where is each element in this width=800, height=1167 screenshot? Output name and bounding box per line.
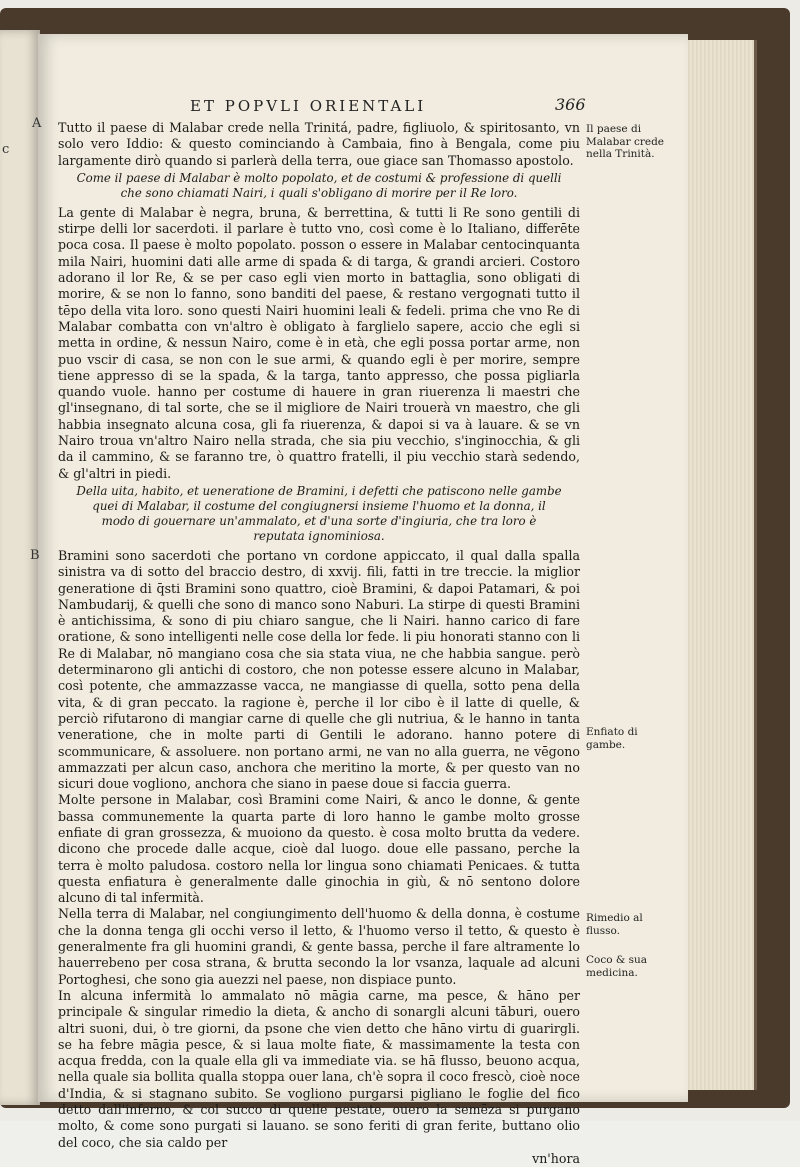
catchword: vn'hora [532, 1150, 580, 1166]
margin-note: Coco & sua medicina. [586, 954, 647, 979]
paragraph: Bramini sono sacerdoti che portano vn cordone appiccato, il qual dalla spalla sinistra va di sotto del braccio destro, di xxvij. fili, fatti in tre treccie. la miglior generatione di q̄sti Bramini sono quattro, cioè Bramini, & dapoi Patamari, & poi Nambudarij, & quelli che sono di manco sono Naburi. La stirpe di questi Bramini è antichissima, & sono di piu chiaro sangue, che li Nairi. hanno carico di fare oratione, & sono intelligenti nelle cose della lor fede. li piu honorati stanno con li Re di Malabar, nō mangiano cosa che sia stata viua, ne che habbia sangue. però determinarono gli antichi di costoro, che non potesse essere alcuno in Malabar, così potente, che ammazzasse vacca, ne mangiasse di quella, sotto pena della vita, & di gran peccato. la ragione è, perche il lor cibo è il latte di quelle, & perciò rifutarono di mangiar carne di quelle che gli nutriua, & le hanno in tanta veneratione, che in molte parti di Gentili le adorano. hanno potere di scommunicare, & assoluere. non portano armi, ne van no alla guerra, ne vēgono ammazzati per alcun caso, anchora che meritino la morte, & per questo van no sicuri doue vogliono, anchora che siano in paese doue si faccia guerra. [58, 547, 580, 792]
paragraph: Nella terra di Malabar, nel congiungimento dell'huomo & della donna, è costume che la donna tenga gli occhi verso il letto, & l'huomo verso il tetto, & questo è generalmente fra gli huomini grandi, & gente bassa, perche il fare altramente lo hauerrebeno per cosa strana, & brutta secondo la lor vsanza, laquale ad alcuni Portoghesi, che sono gia auezzi nel paese, non dispiace punto. [58, 906, 580, 987]
page-edges [686, 40, 757, 1090]
section-heading: Della uita, habito, et ueneratione de Bramini, i defetti che patiscono nelle gambe quei di Malabar, il costume del congiugnersi insieme l'huomo et la donna, il modo di gouernare un'ammalato, et d'una sorte d'ingiuria, che tra loro è reputata ignominiosa. [76, 483, 562, 543]
section-heading: Come il paese di Malabar è molto popolato, et de costumi & professione di quelli che sono chiamati Nairi, i quali s'obligano di morire per il Re loro. [76, 170, 562, 200]
paragraph: Molte persone in Malabar, così Bramini come Nairi, & anco le donne, & gente bassa communemente la quarta parte di loro hanno le gambe molto grosse enfiate di gran grossezza, & muoiono da questo. è cosa molto brutta da vedere. dicono che procede dalle acque, cioè dal luogo. doue elle passano, perche la terra è molto paludosa. costoro nella lor lingua sono chiamati Penicaes. & tutta questa enfiatura è generalmente dalle ginochia in giù, & nō sentono dolore alcuno di tal infermità. [58, 792, 580, 906]
running-title: ET POPVLI ORIENTALI [190, 97, 427, 115]
margin-note: Il paese di Malabar crede nella Trinità. [586, 123, 665, 160]
page-body [58, 120, 580, 1167]
margin-note: Enfiato di gambe. [586, 726, 638, 751]
paragraph: In alcuna infermità lo ammalato nō māgia carne, ma pesce, & hāno per principale & singular rimedio la dieta, & ancho di sonargli alcuni tāburi, ouero altri suoni, dui, ò tre giorni, da psone che vien detto che hāno virtu di guarirgli. se ha febre māgia pesce, & si laua molte fiate, & massimamente la testa con acqua fredda, con la quale ella gli va immediate via. se hā flusso, beuono acqua, nella quale sia bollita qualla stoppa ouer lana, ch'è sopra il coco frescò, cioè noce d'India, & si stagnano subito. Se vogliono purgarsi pigliano le foglie del fico detto dall'inferno, & col succo di quelle pestate, ouero la semēza si purgano molto, & come sono purgati si lauano. se sono feriti di gran ferite, buttano olio del coco, che sia caldo per [58, 987, 580, 1150]
margin-note: Rimedio al flusso. [586, 912, 643, 937]
page-header [190, 97, 610, 119]
left-edge-letter: c [2, 142, 10, 157]
paragraph: Tutto il paese di Malabar crede nella Trinitá, padre, figliuolo, & spiritosanto, vn solo vero Iddio: & questo cominciando à Cambaia, fino à Bengala, come piu largamente dirò quando si parlerà della terra, oue giace san Thomasso apostolo. [58, 120, 580, 168]
page-number: 366 [555, 95, 586, 114]
left-page-edge [0, 30, 40, 1105]
margin-letter-b: B [30, 548, 40, 563]
margin-letter-a: A [32, 116, 42, 131]
paragraph: La gente di Malabar è negra, bruna, & berrettina, & tutti li Re sono gentili di stirpe delli lor sacerdoti. il parlare è tutto vno, così come è lo Italiano, differēte poca cosa. Il paese è molto popolato. posson o essere in Malabar centocinquanta mila Nairi, huomini dati alle arme di spada & di targa, & grandi arcieri. Costoro adorano il lor Re, & se per caso egli vien morto in battaglia, sono obligati di morire, & se non lo fanno, sono banditi del paese, & restano vergognati tutto il tēpo della vita loro. sono questi Nairi huomini leali & fedeli. prima che vno Re di Malabar combatta con vn'altro è obligato à farglielo sapere, accio che egli si metta in ordine, & nessun Nairo, come è in età, che egli possa portar arme, non puo vscir di casa, se non con le sue armi, & quando egli è per morire, sempre tiene appresso di se la spada, & la targa, tanto appresso, che possa pigliarla quando vuole. hanno per costume di hauere in gran riuerenza li maestri che gl'insegnano, di tal sorte, che se il migliore de Nairi trouerà vn maestro, che gli habbia insegnato alcuna cosa, gli fa riuerenza, & dapoi si va à lauare. & se vn Nairo troua vn'altro Nairo nella strada, che sia piu vecchio, s'inginocchia, & gli da il cammino, & se faranno tre, ò quattro fratelli, il piu vecchio starà sedendo, & gl'altri in piedi. [58, 204, 580, 481]
